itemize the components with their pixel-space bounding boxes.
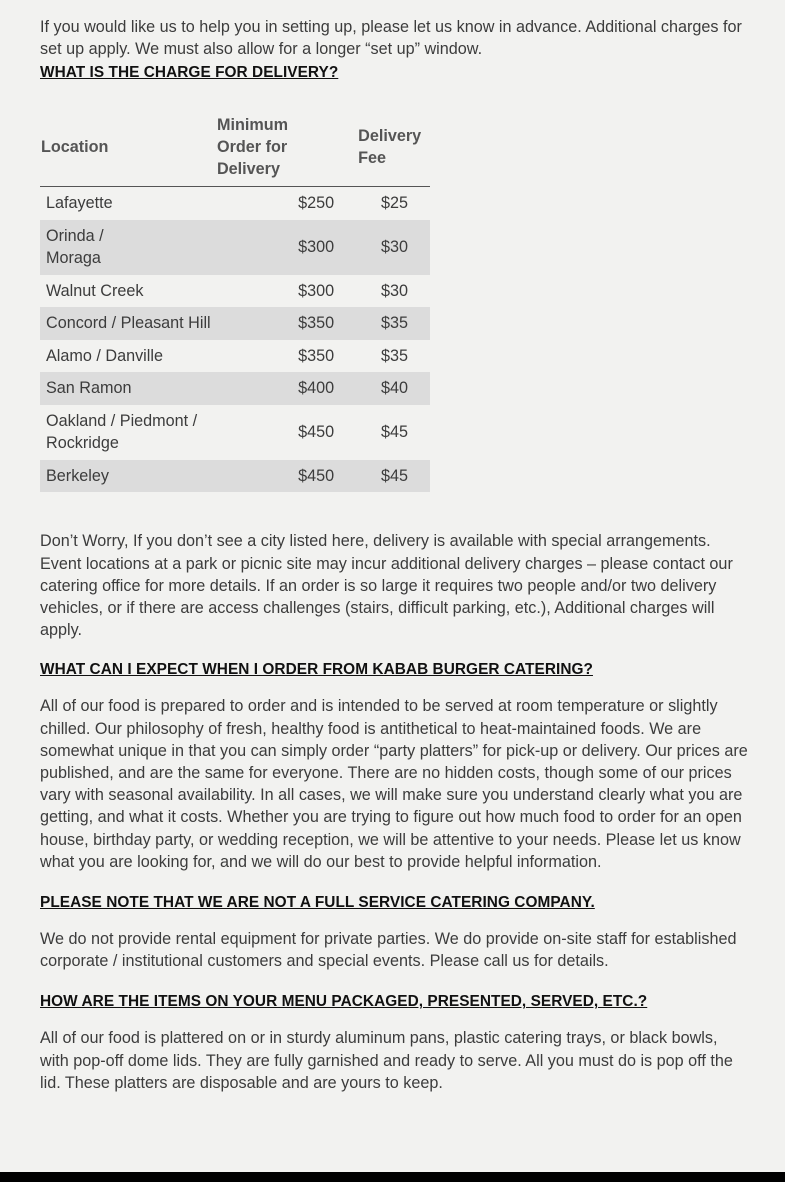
packaging-paragraph: All of our food is plattered on or in sturdy aluminum pans, plastic catering trays, or black bowls, with pop-off dome lids. They are fully garnished and ready to serve. All you must do is pop off the lid. These platters are disposable and are yours to keep. (40, 1029, 733, 1092)
minimum-cell: $250 (298, 194, 335, 213)
not-full-service-heading: PLEASE NOTE THAT WE ARE NOT A FULL SERVICE CATERING COMPANY. (40, 894, 595, 912)
minimum-cell: $400 (216, 372, 334, 405)
table-row (40, 405, 430, 460)
fee-cell: $40 (334, 372, 430, 405)
table-row (40, 460, 430, 493)
setup-paragraph: If you would like us to help you in setting up, please let us know in advance. Additional charges for set up apply. We must also allow for a longer “set up” window. (40, 18, 742, 59)
expect-heading: WHAT CAN I EXPECT WHEN I ORDER FROM KABAB BURGER CATERING? (40, 661, 593, 679)
fee-cell: $35 (380, 346, 408, 365)
fee-cell: $30 (380, 281, 408, 300)
bottom-bar (0, 1172, 785, 1182)
location-cell: Walnut Creek (46, 281, 144, 300)
location-cell: Berkeley (40, 460, 216, 493)
fee-cell: $30 (334, 220, 430, 275)
minimum-order-header: Minimum Order for Delivery (216, 108, 334, 187)
minimum-cell: $350 (216, 307, 334, 340)
expect-paragraph: All of our food is prepared to order and is intended to be served at room temperature or slightly chilled. Our philosophy of fresh, healthy food is antithetical to heat-maintained foods. We are somewhat unique in that you can simply order “party platters” for pick-up or delivery. Our prices are published, and are the same for everyone. There are no hidden costs, though some of our prices vary with seasonal availability. In all cases, we will make sure you understand clearly what you are getting, and what it costs. Whether you are trying to figure out how much food to order for an open house, birthday party, or wedding reception, we will be attentive to your needs. Please let us know what you are looking for, and we will do our best to provide helpful information. (40, 697, 748, 871)
minimum-cell: $450 (216, 460, 334, 493)
location-cell: Alamo / Danville (46, 346, 163, 365)
table-row (40, 372, 430, 405)
table-row (40, 275, 430, 308)
minimum-cell: $300 (216, 220, 334, 275)
fee-cell: $25 (380, 194, 408, 213)
delivery-heading: WHAT IS THE CHARGE FOR DELIVERY? (40, 64, 339, 82)
delivery-note-paragraph: Don’t Worry, If you don’t see a city listed here, delivery is available with special arrangements. Event locations at a park or picnic site may incur additional delivery charges – please contact our catering office for more details. If an order is so large it requires two people and/or two delivery vehicles, or if there are access challenges (stairs, difficult parking, etc.), Additional charges will apply. (40, 532, 733, 640)
location-cell: Oakland / Piedmont / Rockridge (46, 411, 198, 453)
delivery-fee-header: Delivery Fee (334, 108, 430, 187)
minimum-cell: $450 (298, 423, 335, 442)
location-cell: San Ramon (40, 372, 216, 405)
table-row (40, 220, 430, 275)
delivery-fee-table (40, 108, 430, 492)
table-row (40, 187, 430, 220)
table-row (40, 307, 430, 340)
table-row (40, 340, 430, 373)
minimum-cell: $350 (298, 346, 335, 365)
location-cell: Lafayette (46, 194, 113, 213)
fee-cell: $35 (334, 307, 430, 340)
packaging-heading: HOW ARE THE ITEMS ON YOUR MENU PACKAGED, PRESENTED, SERVED, ETC.? (40, 993, 648, 1011)
table-header-row (40, 108, 430, 187)
minimum-cell: $300 (298, 281, 335, 300)
fee-cell: $45 (334, 460, 430, 493)
fee-cell: $45 (380, 423, 408, 442)
not-full-service-paragraph: We do not provide rental equipment for private parties. We do provide on-site staff for established corporate / institutional customers and special events. Please call us for details. (40, 930, 737, 971)
faq-content (40, 16, 750, 1094)
location-cell: Orinda / Moraga (40, 220, 216, 275)
location-header: Location (40, 108, 216, 187)
location-cell: Concord / Pleasant Hill (40, 307, 216, 340)
